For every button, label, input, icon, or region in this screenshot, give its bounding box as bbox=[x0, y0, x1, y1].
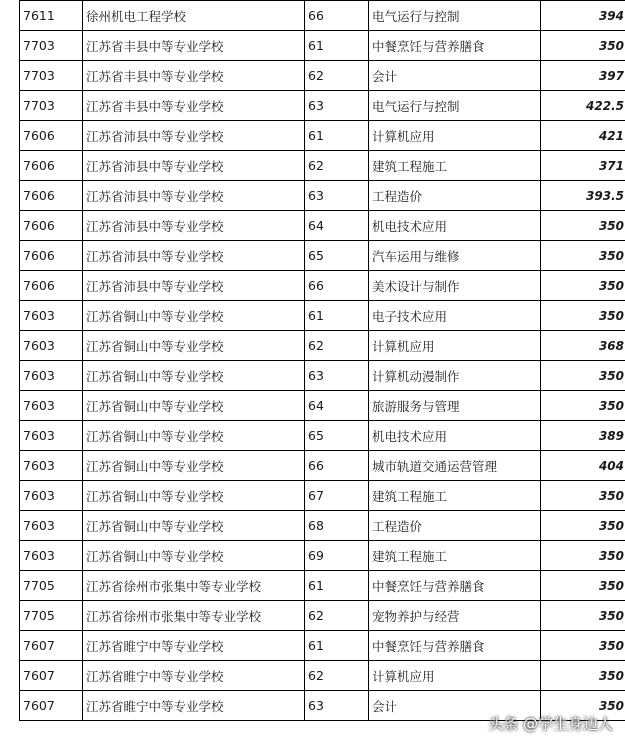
school-name-cell: 江苏省睢宁中等专业学校 bbox=[83, 691, 305, 721]
table-row bbox=[20, 661, 625, 691]
score-cell: 397 bbox=[541, 61, 625, 91]
school-code-cell: 7606 bbox=[20, 271, 83, 301]
major-name-cell: 电子技术应用 bbox=[369, 301, 541, 331]
school-name-cell: 江苏省沛县中等专业学校 bbox=[83, 181, 305, 211]
school-code-cell: 7603 bbox=[20, 511, 83, 541]
major-code-cell: 63 bbox=[305, 181, 369, 211]
school-name-cell: 江苏省沛县中等专业学校 bbox=[83, 211, 305, 241]
school-name-cell: 江苏省丰县中等专业学校 bbox=[83, 31, 305, 61]
major-name-cell: 中餐烹饪与营养膳食 bbox=[369, 31, 541, 61]
table-row bbox=[20, 331, 625, 361]
school-code-cell: 7606 bbox=[20, 151, 83, 181]
table-row bbox=[20, 61, 625, 91]
score-cell: 350 bbox=[541, 241, 625, 271]
score-cell: 394 bbox=[541, 1, 625, 31]
table-row bbox=[20, 1, 625, 31]
major-name-cell: 电气运行与控制 bbox=[369, 91, 541, 121]
school-code-cell: 7606 bbox=[20, 241, 83, 271]
table-row bbox=[20, 571, 625, 601]
table-row bbox=[20, 541, 625, 571]
school-code-cell: 7611 bbox=[20, 1, 83, 31]
major-code-cell: 64 bbox=[305, 211, 369, 241]
school-name-cell: 江苏省丰县中等专业学校 bbox=[83, 91, 305, 121]
major-name-cell: 宠物养护与经营 bbox=[369, 601, 541, 631]
table-row bbox=[20, 301, 625, 331]
score-cell: 421 bbox=[541, 121, 625, 151]
score-cell: 350 bbox=[541, 631, 625, 661]
major-code-cell: 63 bbox=[305, 361, 369, 391]
table-row bbox=[20, 181, 625, 211]
school-name-cell: 江苏省铜山中等专业学校 bbox=[83, 301, 305, 331]
school-code-cell: 7607 bbox=[20, 631, 83, 661]
table-row bbox=[20, 31, 625, 61]
major-name-cell: 美术设计与制作 bbox=[369, 271, 541, 301]
score-cell: 368 bbox=[541, 331, 625, 361]
major-code-cell: 69 bbox=[305, 541, 369, 571]
watermark: 头条 @学生身边人 bbox=[488, 715, 613, 733]
score-cell: 422.5 bbox=[541, 91, 625, 121]
major-code-cell: 66 bbox=[305, 271, 369, 301]
school-code-cell: 7603 bbox=[20, 361, 83, 391]
major-name-cell: 计算机动漫制作 bbox=[369, 361, 541, 391]
school-code-cell: 7603 bbox=[20, 331, 83, 361]
school-name-cell: 江苏省徐州市张集中等专业学校 bbox=[83, 571, 305, 601]
major-name-cell: 城市轨道交通运营管理 bbox=[369, 451, 541, 481]
score-cell: 350 bbox=[541, 391, 625, 421]
school-code-cell: 7703 bbox=[20, 91, 83, 121]
school-name-cell: 江苏省丰县中等专业学校 bbox=[83, 61, 305, 91]
score-cell: 350 bbox=[541, 271, 625, 301]
school-name-cell: 江苏省铜山中等专业学校 bbox=[83, 481, 305, 511]
table-row bbox=[20, 91, 625, 121]
table-row bbox=[20, 151, 625, 181]
major-name-cell: 中餐烹饪与营养膳食 bbox=[369, 571, 541, 601]
school-name-cell: 江苏省沛县中等专业学校 bbox=[83, 271, 305, 301]
major-code-cell: 64 bbox=[305, 391, 369, 421]
major-name-cell: 计算机应用 bbox=[369, 121, 541, 151]
table-row bbox=[20, 631, 625, 661]
major-code-cell: 68 bbox=[305, 511, 369, 541]
school-name-cell: 江苏省铜山中等专业学校 bbox=[83, 511, 305, 541]
table-row bbox=[20, 361, 625, 391]
score-cell: 350 bbox=[541, 301, 625, 331]
school-code-cell: 7607 bbox=[20, 661, 83, 691]
major-code-cell: 61 bbox=[305, 31, 369, 61]
major-name-cell: 机电技术应用 bbox=[369, 421, 541, 451]
major-code-cell: 62 bbox=[305, 601, 369, 631]
school-name-cell: 江苏省铜山中等专业学校 bbox=[83, 331, 305, 361]
school-name-cell: 江苏省沛县中等专业学校 bbox=[83, 121, 305, 151]
school-code-cell: 7607 bbox=[20, 691, 83, 721]
major-code-cell: 62 bbox=[305, 661, 369, 691]
major-code-cell: 66 bbox=[305, 1, 369, 31]
major-name-cell: 建筑工程施工 bbox=[369, 481, 541, 511]
school-code-cell: 7606 bbox=[20, 181, 83, 211]
major-code-cell: 62 bbox=[305, 151, 369, 181]
table-row bbox=[20, 211, 625, 241]
school-code-cell: 7603 bbox=[20, 421, 83, 451]
major-name-cell: 会计 bbox=[369, 61, 541, 91]
school-name-cell: 江苏省铜山中等专业学校 bbox=[83, 421, 305, 451]
major-code-cell: 65 bbox=[305, 421, 369, 451]
major-code-cell: 65 bbox=[305, 241, 369, 271]
major-code-cell: 61 bbox=[305, 571, 369, 601]
table-row bbox=[20, 241, 625, 271]
school-code-cell: 7606 bbox=[20, 211, 83, 241]
major-name-cell: 计算机应用 bbox=[369, 661, 541, 691]
major-name-cell: 建筑工程施工 bbox=[369, 151, 541, 181]
major-code-cell: 61 bbox=[305, 301, 369, 331]
major-code-cell: 63 bbox=[305, 91, 369, 121]
major-name-cell: 会计 bbox=[369, 691, 541, 721]
major-code-cell: 66 bbox=[305, 451, 369, 481]
school-code-cell: 7703 bbox=[20, 31, 83, 61]
score-cell: 350 bbox=[541, 691, 625, 721]
major-name-cell: 汽车运用与维修 bbox=[369, 241, 541, 271]
major-name-cell: 工程造价 bbox=[369, 511, 541, 541]
score-cell: 350 bbox=[541, 571, 625, 601]
school-name-cell: 江苏省沛县中等专业学校 bbox=[83, 241, 305, 271]
score-cell: 350 bbox=[541, 511, 625, 541]
table-row bbox=[20, 271, 625, 301]
major-name-cell: 电气运行与控制 bbox=[369, 1, 541, 31]
score-cell: 404 bbox=[541, 451, 625, 481]
major-code-cell: 63 bbox=[305, 691, 369, 721]
score-cell: 350 bbox=[541, 481, 625, 511]
school-code-cell: 7603 bbox=[20, 301, 83, 331]
major-name-cell: 计算机应用 bbox=[369, 331, 541, 361]
table-row bbox=[20, 511, 625, 541]
major-code-cell: 62 bbox=[305, 61, 369, 91]
major-name-cell: 旅游服务与管理 bbox=[369, 391, 541, 421]
score-cell: 350 bbox=[541, 211, 625, 241]
table-row bbox=[20, 451, 625, 481]
score-cell: 350 bbox=[541, 31, 625, 61]
score-cell: 393.5 bbox=[541, 181, 625, 211]
table-row bbox=[20, 391, 625, 421]
table-row bbox=[20, 121, 625, 151]
major-code-cell: 61 bbox=[305, 631, 369, 661]
school-code-cell: 7603 bbox=[20, 541, 83, 571]
school-admission-table bbox=[19, 0, 625, 721]
school-code-cell: 7603 bbox=[20, 391, 83, 421]
table-row bbox=[20, 481, 625, 511]
school-name-cell: 江苏省铜山中等专业学校 bbox=[83, 451, 305, 481]
table-row bbox=[20, 421, 625, 451]
score-cell: 350 bbox=[541, 661, 625, 691]
school-name-cell: 江苏省铜山中等专业学校 bbox=[83, 541, 305, 571]
school-code-cell: 7703 bbox=[20, 61, 83, 91]
score-cell: 350 bbox=[541, 361, 625, 391]
major-name-cell: 建筑工程施工 bbox=[369, 541, 541, 571]
school-code-cell: 7705 bbox=[20, 571, 83, 601]
score-cell: 371 bbox=[541, 151, 625, 181]
major-name-cell: 机电技术应用 bbox=[369, 211, 541, 241]
score-cell: 350 bbox=[541, 541, 625, 571]
major-name-cell: 中餐烹饪与营养膳食 bbox=[369, 631, 541, 661]
school-code-cell: 7705 bbox=[20, 601, 83, 631]
major-code-cell: 61 bbox=[305, 121, 369, 151]
school-name-cell: 江苏省铜山中等专业学校 bbox=[83, 361, 305, 391]
school-code-cell: 7603 bbox=[20, 451, 83, 481]
school-code-cell: 7603 bbox=[20, 481, 83, 511]
school-name-cell: 江苏省沛县中等专业学校 bbox=[83, 151, 305, 181]
school-name-cell: 江苏省铜山中等专业学校 bbox=[83, 391, 305, 421]
school-name-cell: 江苏省睢宁中等专业学校 bbox=[83, 631, 305, 661]
school-name-cell: 江苏省睢宁中等专业学校 bbox=[83, 661, 305, 691]
school-name-cell: 江苏省徐州市张集中等专业学校 bbox=[83, 601, 305, 631]
major-name-cell: 工程造价 bbox=[369, 181, 541, 211]
major-code-cell: 67 bbox=[305, 481, 369, 511]
school-name-cell: 徐州机电工程学校 bbox=[83, 1, 305, 31]
score-cell: 389 bbox=[541, 421, 625, 451]
major-code-cell: 62 bbox=[305, 331, 369, 361]
table-body bbox=[20, 1, 625, 721]
table-row bbox=[20, 601, 625, 631]
school-code-cell: 7606 bbox=[20, 121, 83, 151]
score-cell: 350 bbox=[541, 601, 625, 631]
